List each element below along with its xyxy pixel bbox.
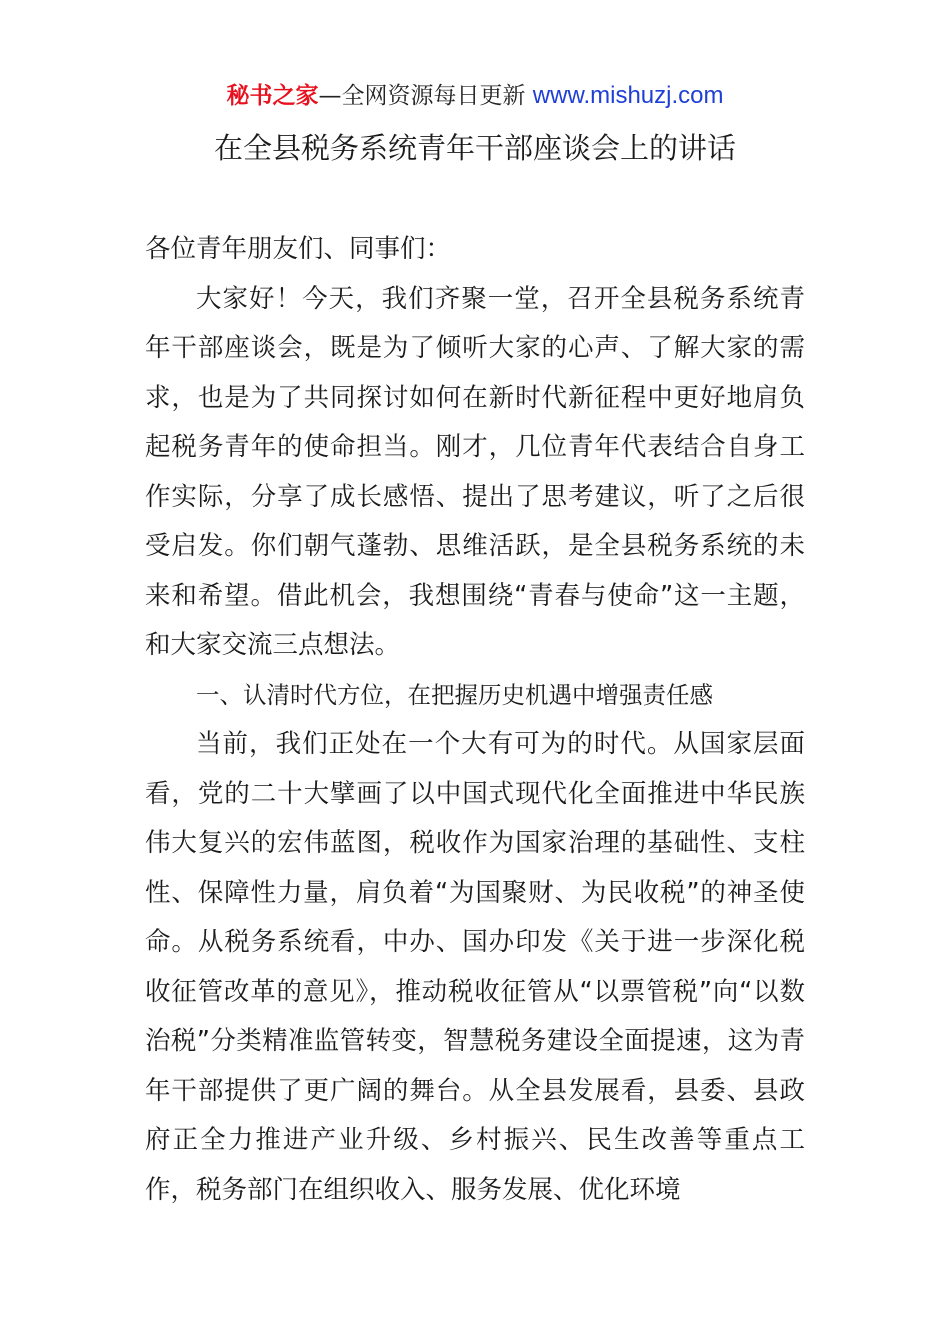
document-body [145,225,805,1215]
section-heading: 一、认清时代方位，在把握历史机遇中增强责任感 [196,680,713,709]
banner-tagline: —全网资源每日更新 [318,83,533,109]
site-url-link[interactable]: www.mishuzj.com [532,82,724,109]
salutation: 各位青年朋友们、同事们： [145,234,452,264]
document-title: 在全县税务系统青年干部座谈会上的讲话 [213,131,736,165]
site-banner [0,80,950,112]
body-paragraph: 当前，我们正处在一个大有可为的时代。从国家层面看，党的二十大擘画了以中国式现代化全面推进中华民族伟大复兴的宏伟蓝图，税收作为国家治理的基础性、支柱性、保障性力量，肩负着“为国聚财、为民收税”的神圣使命。从税务系统看，中办、国办印发《关于进一步深化税收征管改革的意见》，推动税收征管从“以票管税”向“以数治税”分类精准监管转变，智慧税务建设全面提速，这为青年干部提供了更广阔的舞台。从全县发展看，县委、县政府正全力推进产业升级、乡村振兴、民生改善等重点工作，税务部门在组织收入、服务发展、优化环境 [145,729,805,1205]
brand-name: 秘书之家 [226,83,319,109]
opening-paragraph: 大家好！今天，我们齐聚一堂，召开全县税务系统青年干部座谈会，既是为了倾听大家的心声、了解大家的需求，也是为了共同探讨如何在新时代新征程中更好地肩负起税务青年的使命担当。刚才，几位青年代表结合自身工作实际，分享了成长感悟、提出了思考建议，听了之后很受启发。你们朝气蓬勃、思维活跃，是全县税务系统的未来和希望。借此机会，我想围绕“青春与使命”这一主题，和大家交流三点想法。 [145,283,805,660]
